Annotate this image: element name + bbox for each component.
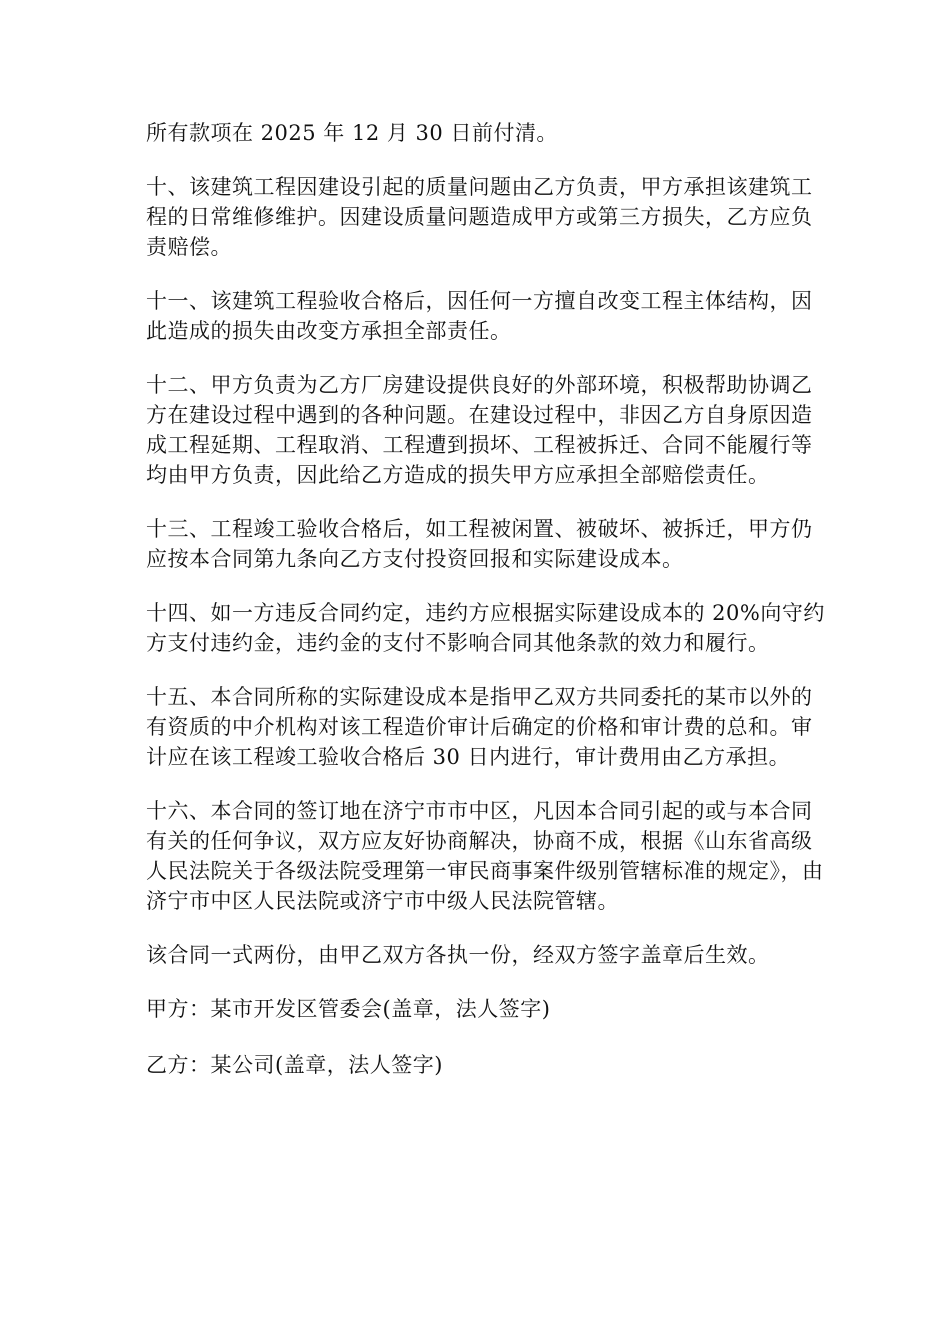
paragraph-clause-12: 十二、甲方负责为乙方厂房建设提供良好的外部环境，积极帮助协调乙方在建设过程中遇到的各种问题。在建设过程中，非因乙方自身原因造成工程延期、工程取消、工程遭到损坏、工程被拆迁、合同不能履行等均由甲方负责，因此给乙方造成的损失甲方应承担全部赔偿责任。 [146,373,813,487]
paragraph-clause-14: 十四、如一方违反合同约定，违约方应根据实际建设成本的 20%向守约方支付违约金，违约金的支付不影响合同其他条款的效力和履行。 [146,601,825,655]
paragraph-clause-11: 十一、该建筑工程验收合格后，因任何一方擅自改变工程主体结构，因此造成的损失由改变方承担全部责任。 [146,289,813,343]
document-body [146,118,826,1106]
paragraph-payment-deadline: 所有款项在 2025 年 12 月 30 日前付清。 [146,121,558,145]
paragraph-clause-13: 十三、工程竣工验收合格后，如工程被闲置、被破坏、被拆迁，甲方仍应按本合同第九条向乙方支付投资回报和实际建设成本。 [146,517,813,571]
paragraph-clause-10: 十、该建筑工程因建设引起的质量问题由乙方负责，甲方承担该建筑工程的日常维修维护。因建设质量问题造成甲方或第三方损失，乙方应负责赔偿。 [146,175,813,259]
paragraph-clause-15: 十五、本合同所称的实际建设成本是指甲乙双方共同委托的某市以外的有资质的中介机构对该工程造价审计后确定的价格和审计费的总和。审计应在该工程竣工验收合格后 30 日内进行，审计费用由乙方承担。 [146,685,813,769]
party-b-signature-line: 乙方：某公司(盖章，法人签字) [146,1053,443,1077]
party-a-signature-line: 甲方：某市开发区管委会(盖章，法人签字) [146,997,551,1021]
paragraph-copies: 该合同一式两份，由甲乙双方各执一份，经双方签字盖章后生效。 [146,943,770,967]
paragraph-clause-16: 十六、本合同的签订地在济宁市市中区，凡因本合同引起的或与本合同有关的任何争议，双方应友好协商解决，协商不成，根据《山东省高级人民法院关于各级法院受理第一审民商事案件级别管辖标准的规定》，由济宁市中区人民法院或济宁市中级人民法院管辖。 [146,799,824,913]
